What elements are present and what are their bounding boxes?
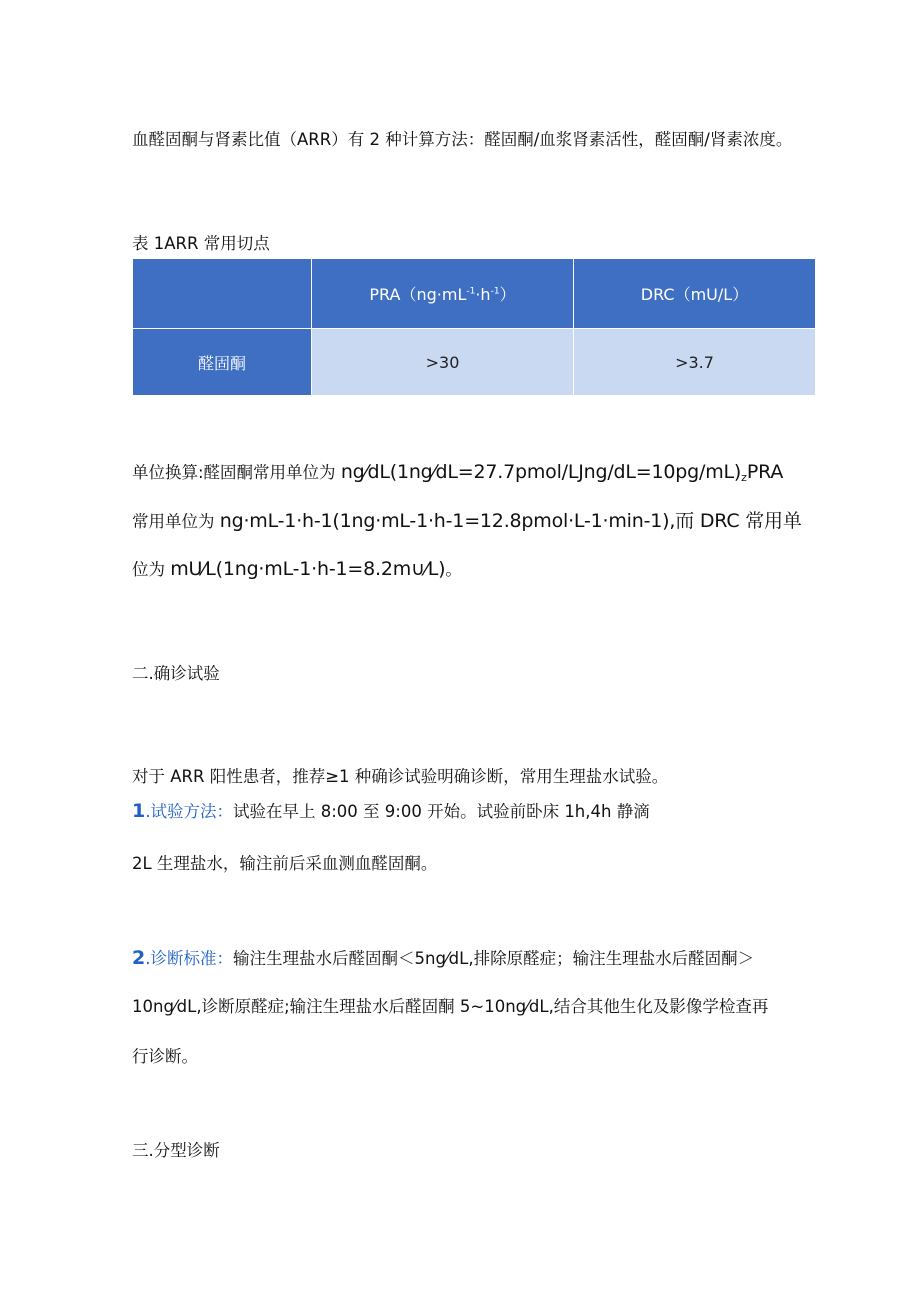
table-row-label: 醛固酮 — [133, 329, 312, 396]
section-2-title: 二.确诊试验 — [132, 664, 220, 683]
method-line-1: 1.试验方法：试验在早上 8:00 至 9:00 开始。试验前卧床 1h,4h 静滴 — [132, 800, 650, 822]
unit-conversion-line-3: 位为 mU⁄L(1ng·mL-1·h-1=8.2m∪⁄L)。 — [132, 558, 462, 580]
intro-paragraph: 血醛固酮与肾素比值（ARR）有 2 种计算方法：醛固酮/血浆肾素活性，醛固酮/肾素浓度。 — [132, 130, 793, 149]
criteria-line-1: 2.诊断标准：输注生理盐水后醛固酮＜5ng⁄dL,排除原醛症；输注生理盐水后醛固酮＞ — [132, 947, 755, 969]
table-row — [133, 329, 816, 396]
table-header-drc: DRC（mU/L） — [574, 259, 816, 329]
table-header-pra: $PRA(ng\cdot mL^{-1}\cdot h^{-1})$ — [312, 259, 574, 329]
arr-cutoff-table — [132, 258, 816, 396]
confirm-intro-paragraph: 对于 ARR 阳性患者，推荐≥1 种确诊试验明确诊断，常用生理盐水试验。 — [132, 767, 669, 786]
table-header-empty — [133, 259, 312, 329]
method-line-2: 2L 生理盐水，输注前后采血测血醛固酮。 — [132, 854, 438, 873]
unit-conversion-line-2: 常用单位为 ng·mL-1·h-1(1ng·mL-1·h-1=12.8pmol·L-1·min-1),而 DRC 常用单 — [132, 510, 802, 532]
table-cell-drc: >3.7 — [574, 329, 816, 396]
criteria-line-2: 10ng⁄dL,诊断原醛症;输注生理盐水后醛固酮 5~10ng⁄dL,结合其他生化及影像学检查再 — [132, 997, 769, 1016]
section-3-title: 三.分型诊断 — [132, 1141, 220, 1160]
unit-conversion-line-1: 单位换算:醛固酮常用单位为 $ng⁄dL(1ng⁄dL=27.7pmol/LJng/dL=10pg/mL)_zPRA$ — [132, 461, 784, 484]
table-caption: 表 1ARR 常用切点 — [132, 234, 270, 253]
table-header-row — [133, 259, 816, 329]
table-cell-pra: >30 — [312, 329, 574, 396]
criteria-line-3: 行诊断。 — [132, 1047, 198, 1066]
